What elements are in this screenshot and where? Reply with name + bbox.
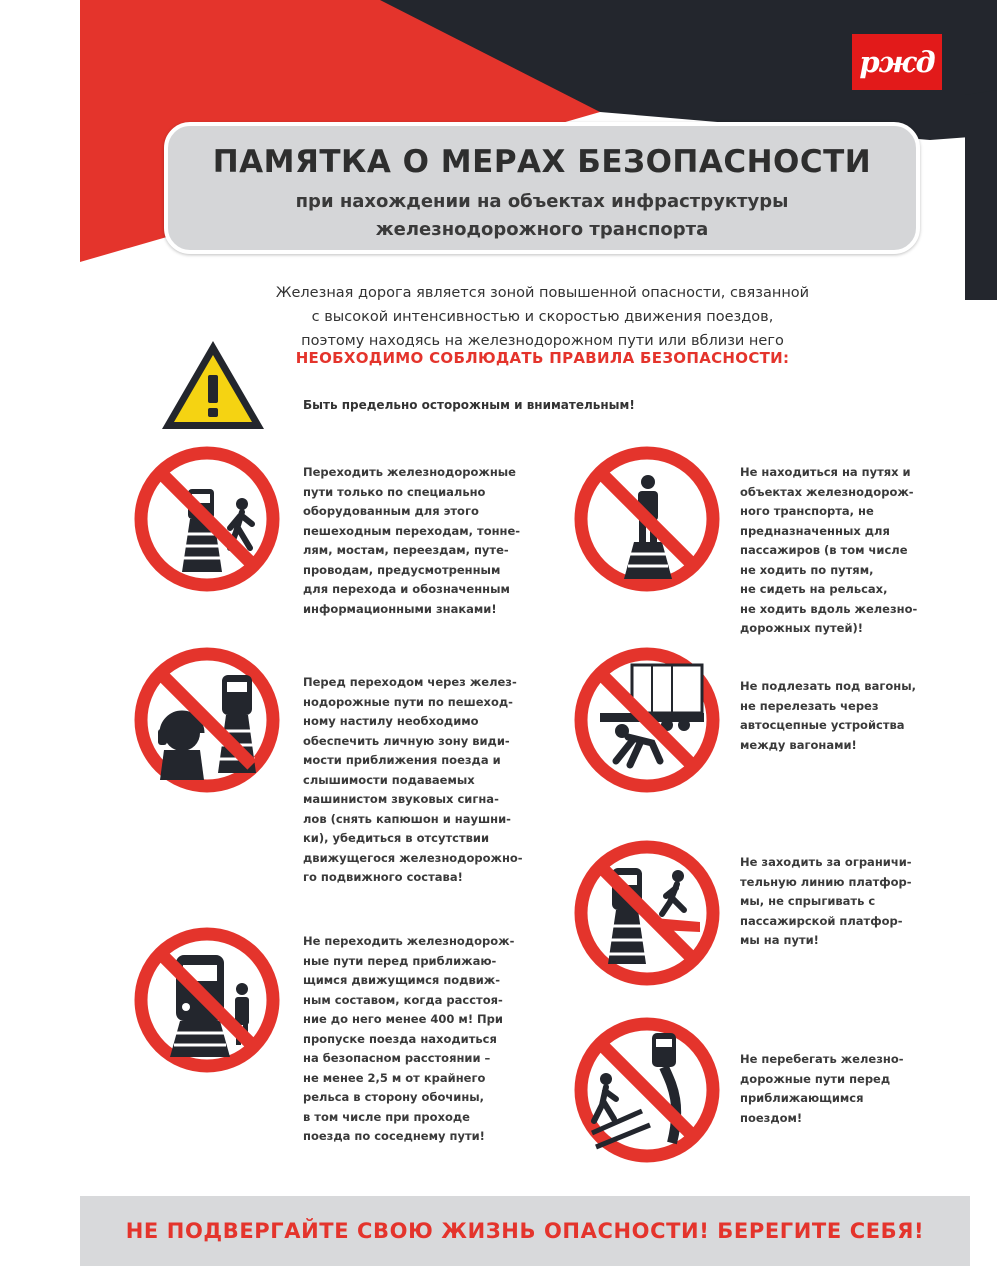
warning-triangle-icon (158, 337, 268, 433)
rule-line: приближающимся (740, 1091, 864, 1105)
intro-line: поэтому находясь на железнодорожном пути или вблизи него (301, 333, 784, 349)
rule-line: дорожные пути перед (740, 1071, 891, 1086)
no-crawling-under-wagons-icon (572, 645, 722, 795)
rule-line: между вагонами! (740, 737, 857, 752)
page-subtitle-line2: железнодорожного транспорта (375, 219, 709, 240)
rule-line: го подвижного состава! (303, 870, 463, 884)
intro-line: с высокой интенсивностью и скоростью движения поездов, (311, 309, 774, 325)
rule-line: не ходить по путям, (740, 562, 874, 577)
footer-band (80, 1196, 970, 1266)
intro-emphasis: НЕОБХОДИМО СОБЛЮДАТЬ ПРАВИЛА БЕЗОПАСНОСТИ: (295, 349, 790, 367)
rule-line: машинистом звуковых сигна- (303, 792, 499, 806)
rule-line: дорожных путей)! (740, 621, 863, 635)
rule-line: Не подлезать под вагоны, (740, 679, 916, 693)
rule-line: в том числе при проходе (303, 1109, 470, 1124)
no-jumping-off-platform-icon (572, 838, 722, 988)
rule-line: ние до него менее 400 м! При (303, 1012, 503, 1026)
rule-line: информационными знаками! (303, 601, 497, 616)
rule-line: не ходить вдоль железно- (740, 601, 918, 616)
rule-line: объектах железнодорож- (740, 484, 914, 499)
rule-line: пешеходным переходам, тонне- (303, 523, 521, 538)
rule-text (303, 463, 520, 619)
rule-text (740, 853, 912, 951)
rule-text (740, 1050, 904, 1128)
rule-text (303, 932, 514, 1147)
page-title: ПАМЯТКА О МЕРАХ БЕЗОПАСНОСТИ (212, 144, 872, 180)
no-pedestrian-crossing-icon (132, 444, 282, 594)
rule-line: тельную линию платфор- (740, 874, 912, 889)
rule-line: поездом! (740, 1110, 803, 1125)
rule-line: Перед переходом через желез- (303, 675, 517, 689)
rule-line: Не заходить за ограничи- (740, 855, 912, 869)
footer-text: НЕ ПОДВЕРГАЙТЕ СВОЮ ЖИЗНЬ ОПАСНОСТИ! БЕРЕГИТЕ СЕБЯ! (125, 1219, 925, 1243)
rule-line: ные пути перед приближаю- (303, 953, 497, 968)
rule-text (303, 673, 523, 888)
rule-line: не перелезать через (740, 698, 879, 713)
no-running-across-tracks-icon (572, 1015, 722, 1165)
rule-line: пассажирской платфор- (740, 913, 903, 928)
title-box (164, 122, 920, 254)
rule-line: на безопасном расстоянии – (303, 1051, 491, 1065)
rule-line: пути только по специально (303, 484, 486, 499)
rule-line: мы, не спрыгивать с (740, 894, 876, 908)
no-crossing-before-train-icon (132, 925, 282, 1075)
intro-line: Железная дорога является зоной повышенной опасности, связанной (275, 285, 810, 301)
rule-line: не сидеть на рельсах, (740, 582, 888, 596)
rule-text (740, 677, 916, 755)
rule-line: мости приближения поезда и (303, 753, 501, 767)
rule-line: движущегося железнодорожно- (303, 850, 523, 865)
rule-text (740, 463, 917, 639)
rule-line: щимся движущимся подвиж- (303, 973, 500, 987)
rule-line: ному настилу необходимо (303, 714, 479, 728)
rule-line: нодорожные пути по пешеход- (303, 694, 513, 709)
rule-line: предназначенных для (740, 523, 890, 538)
rule-line: ным составом, когда расстоя- (303, 992, 503, 1007)
rule-line: лям, мостам, переездам, путе- (303, 543, 509, 557)
rule-line: Не переходить железнодорож- (303, 934, 515, 948)
rule-line: для перехода и обозначенным (303, 582, 510, 596)
rzd-logo: ржд (852, 34, 942, 90)
rule-line: не менее 2,5 м от крайнего (303, 1070, 486, 1085)
rule-line: ного транспорта, не (740, 504, 874, 518)
rule-line: ки), убедиться в отсутствии (303, 831, 490, 845)
rule-line: Не перебегать железно- (740, 1052, 904, 1066)
rule-line: лов (снять капюшон и наушни- (303, 811, 511, 826)
rule-line: поезда по соседнему пути! (303, 1129, 485, 1143)
intro-text (190, 281, 895, 353)
page-subtitle-line1: при нахождении на объектах инфраструктуры (295, 191, 789, 212)
rule-line: слышимости подаваемых (303, 772, 475, 787)
rule-line: автосцепные устройства (740, 718, 905, 732)
rule-line: Переходить железнодорожные (303, 465, 516, 479)
rule-line: мы на пути! (740, 933, 819, 947)
rule-line: пропуске поезда находиться (303, 1031, 497, 1046)
rule-line: Не находиться на путях и (740, 465, 911, 479)
rule-line: пассажиров (в том числе (740, 543, 908, 557)
rule-line: обеспечить личную зону види- (303, 733, 510, 748)
warning-text: Быть предельно осторожным и внимательным! (303, 398, 635, 412)
no-walking-on-tracks-icon (572, 444, 722, 594)
rule-line: проводам, предусмотренным (303, 562, 501, 577)
rule-line: рельса в сторону обочины, (303, 1090, 485, 1104)
no-headphones-icon (132, 645, 282, 795)
rule-line: оборудованным для этого (303, 504, 479, 518)
